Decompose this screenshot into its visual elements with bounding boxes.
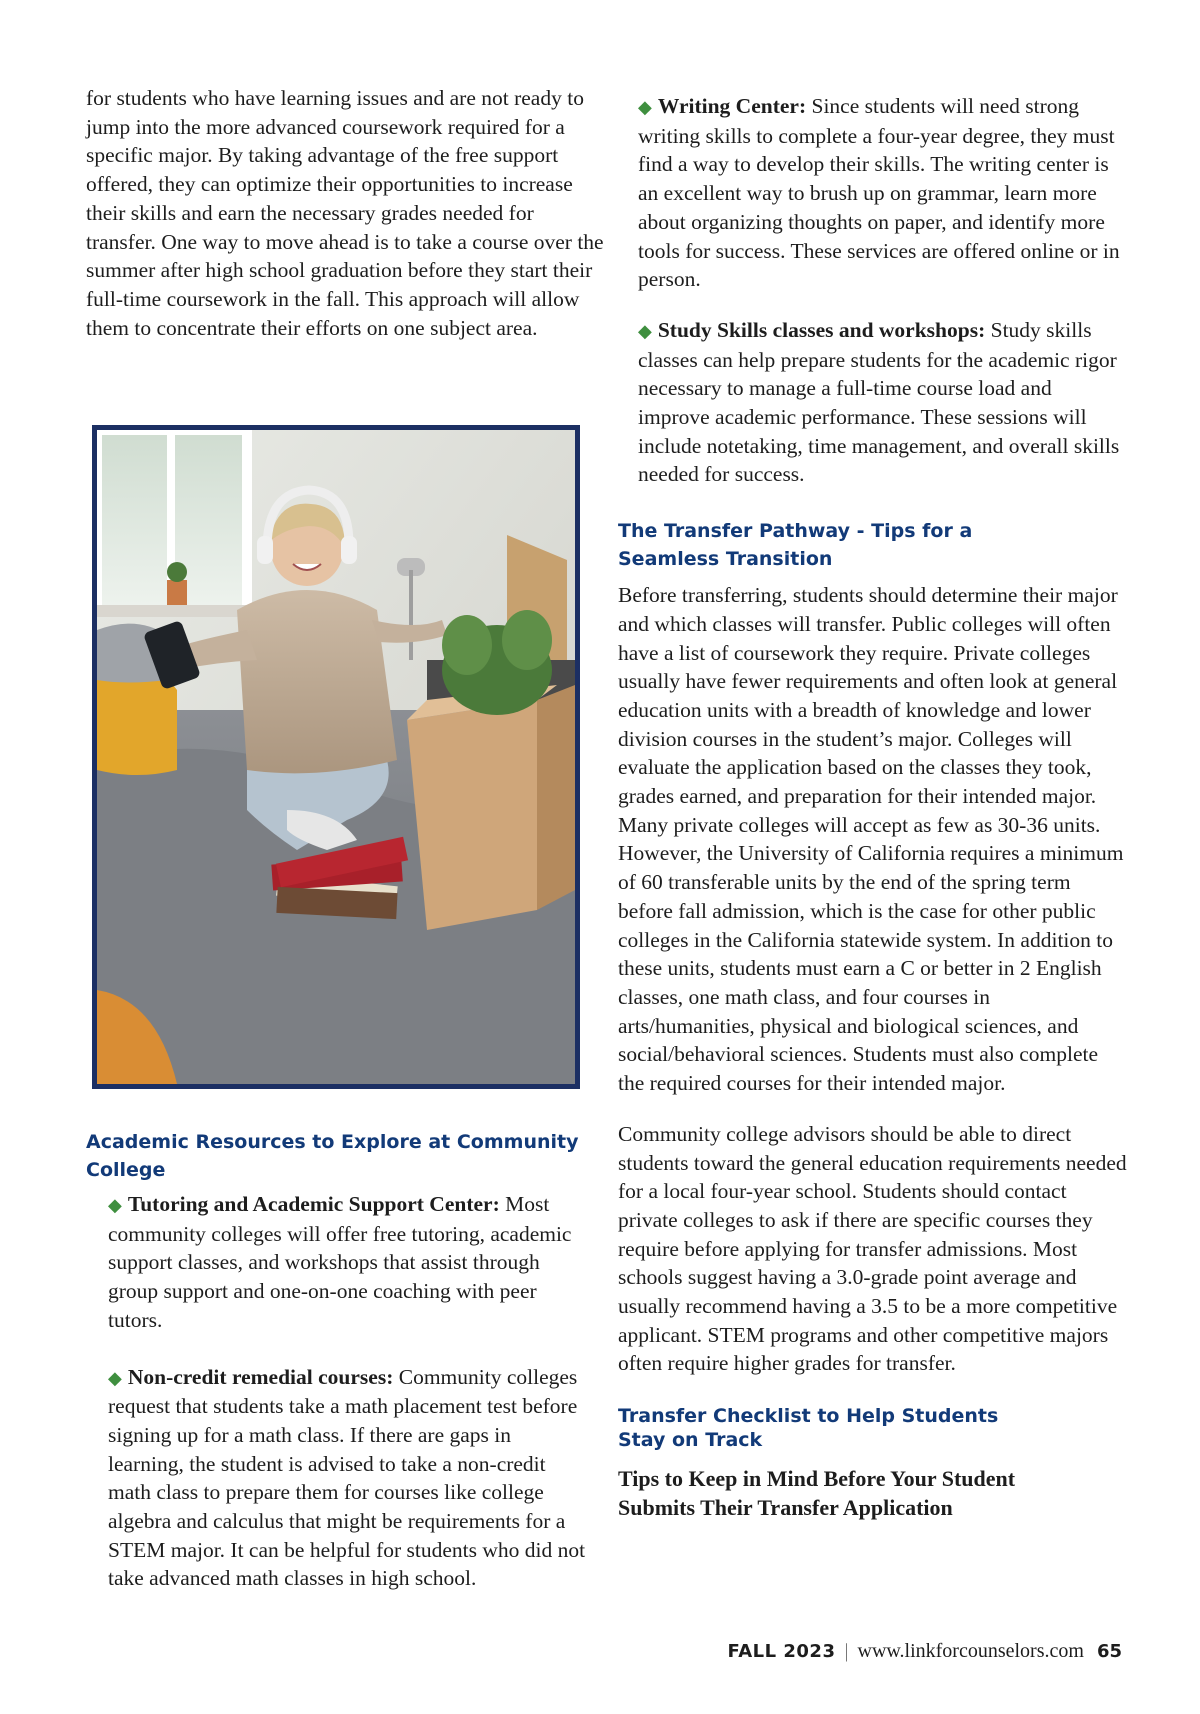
study-text: Study skills classes can help prepare students for the academic rigor necessary to manage a full-time course load and improve academic performance. These sessions will include notetaking, time management, and overall skills needed for success. [638,317,1120,487]
tutoring-label: Tutoring and Academic Support Center: [127,1192,500,1216]
remedial-text: Community colleges request that students take a math placement test before signing up for a math class. If there are gaps in learning, the student is advised to take a non-credit math class to prepare them for courses like college algebra and calculus that might be requirements for a STEM major. It can be helpful for students who did not take advanced math classes in high school. [108,1364,586,1591]
diamond-bullet-icon: ◆ [638,97,652,117]
resources-heading: Academic Resources to Explore at Community College [86,1131,579,1181]
page-footer [728,1640,1122,1663]
pathway-paragraph-1: Before transferring, students should determine their major and which classes will transfer. Public colleges will often have a list of coursework they require. Private colleges usually have fewer requirements and often look at general education units with a breadth of knowledge and lower division courses in the student’s major. Colleges will evaluate the application based on the classes they took, grades earned, and preparation for their intended major. Many private colleges will accept as few as 30-36 units. However, the University of California requires a minimum of 60 transferable units by the end of the spring term before fall admission, which is the case for other public colleges in the California statewide system. In addition to these units, students must earn a C or better in 2 English classes, one math class, and four courses in arts/humanities, physical and biological sciences, and social/behavioral sciences. Students must also complete the required courses for their intended major. [618,583,1124,1096]
pathway-paragraph-2: Community college advisors should be able to direct students toward the general education requirements needed for a local four-year school. Students should contact private colleges to ask if there are specific courses they require before applying for transfer admissions. Most schools suggest having a 3.0-grade point average and usually recommend having a 3.5 to be a more competitive applicant. STEM programs and other competitive majors often require higher grades for transfer. [618,1121,1127,1376]
student-photo [92,425,580,1089]
tutoring-bullet [86,1190,586,1335]
footer-separator: | [844,1640,849,1662]
issue-season: FALL 2023 [727,1641,836,1662]
writing-label: Writing Center: [657,94,807,118]
diamond-bullet-icon: ◆ [638,320,652,341]
resources-section [86,1128,586,1593]
tutoring-text: Most community colleges will offer free tutoring, academic support classes, and workshops that assist through group support and one-on-one coaching with peer tutors. [108,1192,572,1332]
study-label: Study Skills classes and workshops: [657,317,986,342]
tips-subheading: Tips to Keep in Mind Before Your Student Submits Their Transfer Application [618,1466,1016,1521]
right-column [618,92,1128,1522]
footer-url[interactable]: www.linkforcounselors.com [857,1640,1084,1662]
remedial-label: Non-credit remedial courses: [127,1364,394,1389]
pathway-heading: The Transfer Pathway - Tips for a Seamless Transition [618,520,973,571]
intro-paragraph: for students who have learning issues and are not ready to jump into the more advanced coursework required for a specific major. By taking advantage of the free support offered, they can optimize their opportunities to increase their skills and earn the necessary grades needed for transfer. One way to move ahead is to take a course over the summer after high school graduation before they start their full-time coursework in the fall. This approach will allow them to concentrate their efforts on one subject area. [86,86,604,340]
left-column [86,84,606,342]
page-number: 65 [1096,1641,1122,1662]
checklist-heading: Transfer Checklist to Help Students Stay on Track [618,1405,999,1452]
remedial-bullet [86,1363,586,1594]
writing-text: Since students will need strong writing skills to complete a four-year degree, they must find a way to develop their skills. The writing center is an excellent way to brush up on grammar, learn more about organizing thoughts on paper, and identify more tools for success. These services are offered online or in person. [638,94,1120,292]
diamond-bullet-icon: ◆ [108,1367,122,1388]
writing-bullet [618,92,1128,294]
study-bullet [618,316,1128,489]
diamond-bullet-icon: ◆ [108,1195,122,1215]
